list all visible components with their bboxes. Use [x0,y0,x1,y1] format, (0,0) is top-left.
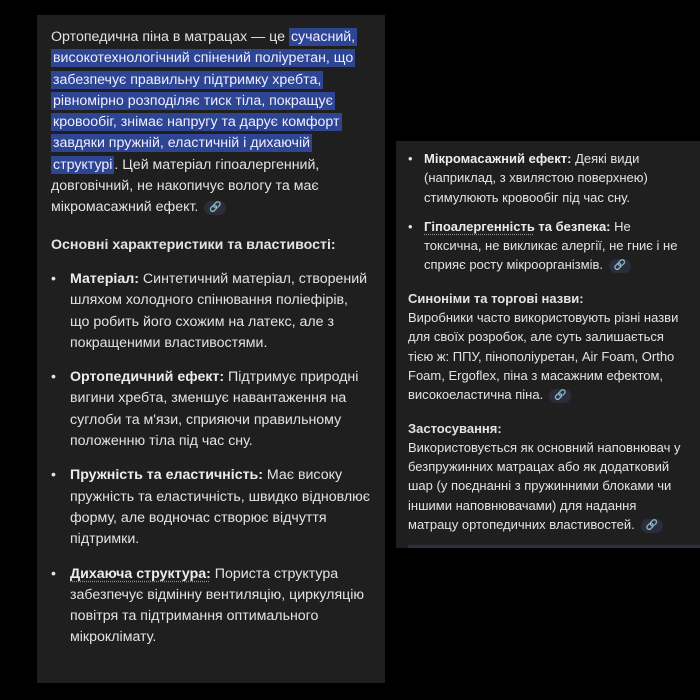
item-text: Не токсична, не викликає алергії, не гниє і не сприяє росту мікроорганізмів. [424,218,678,273]
item-text: Деякі види (наприклад, з хвилястою поверхнею) стимулюють кровообіг під час сну. [424,151,648,205]
intro-text-end: . Цей матеріал гіпоалергенний, довговічний, не накопичує вологу та має мікромасажний ефект. [51,156,320,216]
source-link-icon[interactable]: 🔗 [204,201,226,215]
item-title-link[interactable]: Дихаюча структура: [70,565,211,582]
list-item [51,269,371,354]
item-title: Ортопедичний ефект: [70,369,225,386]
source-link-icon[interactable]: 🔗 [549,389,571,403]
item-title: Матеріал: [70,270,139,287]
usage-heading: Застосування: [408,420,502,436]
usage-paragraph [408,438,688,534]
item-text: Синтетичний матеріал, створений шляхом холодного спінювання поліефірів, що робить його схожим на латекс, але з покращеними властивостями. [70,270,368,351]
selected-text[interactable]: сучасний, високотехнологічний спінений поліуретан, що забезпечує правильну підтримку хребта, рівномірно розподіляє тиск тіла, покращує кровообіг, знімає напругу та дарує комфорт завдяки пружній, еластичній і дихаючій структурі [53,29,356,173]
response-panel-right [396,141,700,548]
item-text: Підтримує природні вигини хребта, зменшує навантаження на суглоби та м'язи, сприяючи правильному положенню тіла під час сну. [70,369,359,450]
intro-text: Ортопедична піна в матрацах — це [51,29,289,45]
synonyms-paragraph [408,308,688,404]
properties-list-continued [408,149,688,275]
intro-paragraph [51,27,371,219]
list-item [51,367,371,452]
item-title-link[interactable]: Гіпоалергенність [424,218,535,234]
list-item [408,217,688,275]
source-link-icon[interactable]: 🔗 [609,259,631,273]
synonyms-text: Виробники часто використовують різні назви для своїх розробок, але суть залишається тією ж: ППУ, пінополіуретан, Air Foam, Ortho Foam, Ergoflex, піна з масажним ефектом, високоеластична піна. [408,310,679,403]
synonyms-heading: Синоніми та торгові назви: [408,290,584,306]
section-heading: Основні характеристики та властивості: [51,236,336,253]
item-title: та безпека: [534,218,611,234]
list-item [51,564,371,649]
item-title: Мікромасажний ефект: [424,151,572,166]
item-title: Пружність та еластичність: [70,467,263,484]
properties-list [51,269,371,649]
list-item [408,149,688,207]
response-panel-left [37,15,385,683]
usage-text: Використовується як основний наповнювач у безпружинних матрацах або як додатковий шар (у поєднанні з пружинними блоками чи іншими наповнювачами) для надання матрацу ортопедичних властивостей. [408,439,681,533]
source-link-icon[interactable]: 🔗 [641,519,663,533]
item-text: Має високу пружність та еластичність, швидко відновлює форму, але водночас створює відчуття підтримки. [70,467,370,548]
item-text: Пориста структура забезпечує відмінну вентиляцію, циркуляцію повітря та підтримання оптимального мікроклімату. [70,565,365,646]
list-item [51,465,371,550]
